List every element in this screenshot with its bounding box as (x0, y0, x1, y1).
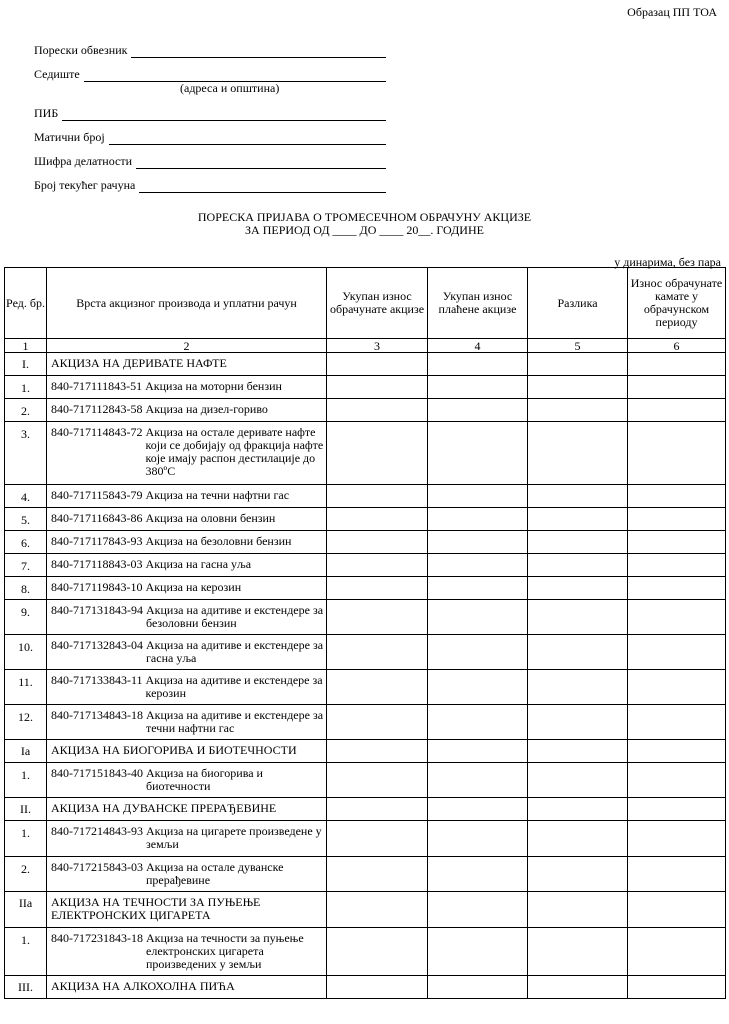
column-number: 2 (47, 339, 327, 353)
paid-excise-cell[interactable] (428, 353, 528, 376)
product-item (51, 639, 324, 665)
product-description (47, 508, 327, 531)
difference-cell[interactable] (528, 670, 628, 705)
field-bank-account-label: Број текућег рачуна (34, 178, 136, 192)
field-activity-code (34, 155, 386, 169)
paid-excise-cell[interactable] (428, 422, 528, 485)
payment-account: 840-717151843-40 (51, 766, 143, 780)
interest-cell[interactable] (628, 670, 726, 705)
paid-excise-cell[interactable] (428, 600, 528, 635)
difference-cell[interactable] (528, 857, 628, 892)
field-pib (34, 107, 386, 121)
product-item (51, 380, 324, 393)
product-description (47, 635, 327, 670)
paid-excise-cell[interactable] (428, 670, 528, 705)
payment-account: 840-717115843-79 (51, 488, 143, 502)
calculated-excise-cell[interactable] (327, 399, 428, 422)
payment-account: 840-717112843-58 (51, 402, 143, 416)
difference-cell[interactable] (528, 422, 628, 485)
row-number: I. (5, 353, 47, 376)
paid-excise-cell[interactable] (428, 976, 528, 999)
interest-cell[interactable] (628, 892, 726, 928)
interest-cell[interactable] (628, 857, 726, 892)
row-number: III. (5, 976, 47, 999)
header-interest: Износ обрачунате камате у обрачунском периоду (628, 268, 726, 339)
product-item (51, 709, 324, 735)
payment-account: 840-717116843-86 (51, 511, 143, 525)
calculated-excise-cell[interactable] (327, 422, 428, 485)
table-row (5, 554, 726, 577)
paid-excise-cell[interactable] (428, 399, 528, 422)
calculated-excise-cell[interactable] (327, 857, 428, 892)
calculated-excise-cell[interactable] (327, 376, 428, 399)
table-row (5, 928, 726, 976)
product-description (47, 399, 327, 422)
product-name: Акциза на цигарете произведене у земљи (146, 824, 322, 851)
payment-account: 840-717133843-11 (51, 673, 143, 687)
product-description (47, 670, 327, 705)
difference-cell[interactable] (528, 554, 628, 577)
difference-cell[interactable] (528, 928, 628, 976)
calculated-excise-cell[interactable] (327, 635, 428, 670)
interest-cell[interactable] (628, 353, 726, 376)
product-description (47, 422, 327, 485)
calculated-excise-cell[interactable] (327, 928, 428, 976)
row-number: 4. (5, 485, 47, 508)
row-number: 8. (5, 577, 47, 600)
product-name: Акциза на течни нафтни гас (145, 488, 290, 502)
address-note: (адреса и општина) (180, 81, 280, 95)
field-reg-number (34, 131, 386, 145)
paid-excise-cell[interactable] (428, 821, 528, 857)
calculated-excise-cell[interactable] (327, 600, 428, 635)
table-row (5, 485, 726, 508)
header-difference: Разлика (528, 268, 628, 339)
field-bank-account (34, 179, 386, 193)
column-number: 5 (528, 339, 628, 353)
calculated-excise-cell[interactable] (327, 554, 428, 577)
calculated-excise-cell[interactable] (327, 740, 428, 763)
calculated-excise-cell[interactable] (327, 763, 428, 798)
table-row (5, 763, 726, 798)
paid-excise-cell[interactable] (428, 798, 528, 821)
product-description (47, 485, 327, 508)
product-name: Акциза на дизел-гориво (145, 402, 268, 416)
row-number: 9. (5, 600, 47, 635)
product-item (51, 535, 324, 548)
header-total-calculated: Укупан износ обрачунате акцизе (327, 268, 428, 339)
section-row (5, 740, 726, 763)
payment-account: 840-717231843-18 (51, 931, 143, 945)
product-name: Акциза на остале дуванске прерађевине (146, 860, 284, 887)
paid-excise-cell[interactable] (428, 857, 528, 892)
table-row (5, 399, 726, 422)
table-row (5, 508, 726, 531)
paid-excise-cell[interactable] (428, 376, 528, 399)
table-row (5, 705, 726, 740)
table-row (5, 857, 726, 892)
difference-cell[interactable] (528, 577, 628, 600)
product-description (47, 928, 327, 976)
column-number: 3 (327, 339, 428, 353)
payment-account: 840-717114843-72 (51, 425, 143, 439)
difference-cell[interactable] (528, 531, 628, 554)
difference-cell[interactable] (528, 376, 628, 399)
payment-account: 840-717118843-03 (51, 557, 143, 571)
form-title-line2: ЗА ПЕРИОД ОД ____ ДО ____ 20__. ГОДИНЕ (245, 223, 484, 237)
interest-cell[interactable] (628, 554, 726, 577)
row-number: 2. (5, 857, 47, 892)
table-row (5, 600, 726, 635)
difference-cell[interactable] (528, 399, 628, 422)
product-description (47, 577, 327, 600)
form-code: Образац ПП ТОА (627, 5, 717, 19)
section-title: АКЦИЗА НА АЛКОХОЛНА ПИЋА (47, 976, 327, 999)
calculated-excise-cell[interactable] (327, 976, 428, 999)
interest-cell[interactable] (628, 399, 726, 422)
field-pib-line[interactable] (62, 110, 386, 121)
product-item (51, 604, 324, 630)
interest-cell[interactable] (628, 705, 726, 740)
paid-excise-cell[interactable] (428, 485, 528, 508)
interest-cell[interactable] (628, 821, 726, 857)
section-row (5, 798, 726, 821)
paid-excise-cell[interactable] (428, 763, 528, 798)
row-number: 1. (5, 376, 47, 399)
difference-cell[interactable] (528, 740, 628, 763)
product-description (47, 857, 327, 892)
field-bank-account-line[interactable] (139, 182, 386, 193)
row-number: 11. (5, 670, 47, 705)
product-description (47, 554, 327, 577)
field-reg-number-label: Матични број (34, 130, 105, 144)
product-item (51, 674, 324, 700)
section-title: АКЦИЗА НА ДУВАНСКЕ ПРЕРАЂЕВИНЕ (47, 798, 327, 821)
product-name: Акциза на течности за пуњење електронских цигарета произведених у земљи (146, 931, 304, 971)
column-numbers-row (5, 339, 726, 353)
difference-cell[interactable] (528, 976, 628, 999)
product-item (51, 861, 324, 887)
interest-cell[interactable] (628, 577, 726, 600)
product-description (47, 531, 327, 554)
field-taxpayer-line[interactable] (131, 47, 386, 58)
row-number: 1. (5, 763, 47, 798)
product-name: Акциза на безоловни бензин (145, 534, 292, 548)
row-number: 3. (5, 422, 47, 485)
section-row (5, 892, 726, 928)
paid-excise-cell[interactable] (428, 531, 528, 554)
header-total-paid: Укупан износ плаћене акцизе (428, 268, 528, 339)
payment-account: 840-717111843-51 (51, 379, 143, 393)
section-title: АКЦИЗА НА БИОГОРИВА И БИОТЕЧНОСТИ (47, 740, 327, 763)
product-name: Акциза на гасна уља (145, 557, 252, 571)
table-row (5, 821, 726, 857)
calculated-excise-cell[interactable] (327, 892, 428, 928)
calculated-excise-cell[interactable] (327, 531, 428, 554)
interest-cell[interactable] (628, 531, 726, 554)
calculated-excise-cell[interactable] (327, 485, 428, 508)
product-name: Акциза на адитиве и екстендере за течни нафтни гас (146, 708, 324, 735)
payment-account: 840-717117843-93 (51, 534, 143, 548)
product-description (47, 763, 327, 798)
calculated-excise-cell[interactable] (327, 577, 428, 600)
row-number: 7. (5, 554, 47, 577)
difference-cell[interactable] (528, 353, 628, 376)
paid-excise-cell[interactable] (428, 892, 528, 928)
row-number: 1. (5, 928, 47, 976)
column-number: 1 (5, 339, 47, 353)
table-row (5, 670, 726, 705)
difference-cell[interactable] (528, 763, 628, 798)
row-number: II. (5, 798, 47, 821)
interest-cell[interactable] (628, 976, 726, 999)
product-item (51, 558, 324, 571)
table-row (5, 422, 726, 485)
interest-cell[interactable] (628, 763, 726, 798)
product-description (47, 705, 327, 740)
field-activity-code-line[interactable] (136, 158, 386, 169)
calculated-excise-cell[interactable] (327, 821, 428, 857)
difference-cell[interactable] (528, 635, 628, 670)
table-row (5, 376, 726, 399)
difference-cell[interactable] (528, 508, 628, 531)
product-name: Акциза на оловни бензин (145, 511, 276, 525)
row-number: 10. (5, 635, 47, 670)
header-product-type: Врста акцизног производа и уплатни рачун (47, 268, 327, 339)
interest-cell[interactable] (628, 635, 726, 670)
table-row (5, 577, 726, 600)
product-name: Акциза на керозин (145, 580, 242, 594)
payment-account: 840-717215843-03 (51, 860, 143, 874)
payment-account: 840-717134843-18 (51, 708, 143, 722)
product-item (51, 825, 324, 851)
product-description (47, 376, 327, 399)
section-row (5, 353, 726, 376)
product-item (51, 932, 324, 971)
interest-cell[interactable] (628, 928, 726, 976)
interest-cell[interactable] (628, 508, 726, 531)
product-description (47, 600, 327, 635)
difference-cell[interactable] (528, 705, 628, 740)
row-number: Iа (5, 740, 47, 763)
form-title-line1: ПОРЕСКА ПРИЈАВА О ТРОМЕСЕЧНОМ ОБРАЧУНУ АКЦИЗЕ (197, 210, 532, 224)
paid-excise-cell[interactable] (428, 508, 528, 531)
excise-table (4, 267, 726, 999)
product-item (51, 581, 324, 594)
table-row (5, 531, 726, 554)
product-name: Акциза на биогорива и биотечности (146, 766, 263, 793)
difference-cell[interactable] (528, 485, 628, 508)
product-item (51, 767, 324, 793)
row-number: 1. (5, 821, 47, 857)
calculated-excise-cell[interactable] (327, 798, 428, 821)
difference-cell[interactable] (528, 821, 628, 857)
product-description (47, 821, 327, 857)
row-number: 2. (5, 399, 47, 422)
interest-cell[interactable] (628, 376, 726, 399)
currency-note: у динарима, без пара (614, 255, 721, 269)
section-row (5, 976, 726, 999)
form-title (0, 211, 729, 237)
interest-cell[interactable] (628, 798, 726, 821)
table-row (5, 635, 726, 670)
taxpayer-fields (34, 44, 386, 203)
row-number: 6. (5, 531, 47, 554)
paid-excise-cell[interactable] (428, 928, 528, 976)
paid-excise-cell[interactable] (428, 740, 528, 763)
field-seat (34, 68, 386, 82)
product-name: Акциза на адитиве и екстендере за гасна уља (146, 638, 324, 665)
field-activity-code-label: Шифра делатности (34, 154, 133, 168)
table-header-row (5, 268, 726, 339)
calculated-excise-cell[interactable] (327, 353, 428, 376)
row-number: 12. (5, 705, 47, 740)
field-taxpayer (34, 44, 386, 58)
calculated-excise-cell[interactable] (327, 670, 428, 705)
calculated-excise-cell[interactable] (327, 705, 428, 740)
field-seat-label: Седиште (34, 67, 80, 81)
column-number: 4 (428, 339, 528, 353)
column-number: 6 (628, 339, 726, 353)
product-name: Акциза на адитиве и екстендере за керозин (145, 673, 323, 700)
difference-cell[interactable] (528, 798, 628, 821)
header-row-number: Ред. бр. (5, 268, 47, 339)
difference-cell[interactable] (528, 892, 628, 928)
interest-cell[interactable] (628, 600, 726, 635)
payment-account: 840-717131843-94 (51, 603, 143, 617)
calculated-excise-cell[interactable] (327, 508, 428, 531)
paid-excise-cell[interactable] (428, 554, 528, 577)
product-item (51, 403, 324, 416)
row-number: IIа (5, 892, 47, 928)
difference-cell[interactable] (528, 600, 628, 635)
field-taxpayer-label: Порески обвезник (34, 43, 128, 57)
section-title: АКЦИЗА НА ДЕРИВАТЕ НАФТЕ (47, 353, 327, 376)
product-name: Акциза на моторни бензин (145, 379, 282, 393)
interest-cell[interactable] (628, 422, 726, 485)
paid-excise-cell[interactable] (428, 635, 528, 670)
product-item (51, 512, 324, 525)
product-name: Акциза на остале деривате нафте који се добијају од фракција нафте које имају распон дестилације до 380ºC (145, 425, 324, 478)
payment-account: 840-717132843-04 (51, 638, 143, 652)
section-title: АКЦИЗА НА ТЕЧНОСТИ ЗА ПУЊЕЊЕ ЕЛЕКТРОНСКИХ ЦИГАРЕТА (47, 892, 327, 928)
field-reg-number-line[interactable] (109, 134, 386, 145)
paid-excise-cell[interactable] (428, 705, 528, 740)
product-item (51, 489, 324, 502)
paid-excise-cell[interactable] (428, 577, 528, 600)
interest-cell[interactable] (628, 740, 726, 763)
product-item (51, 426, 324, 478)
row-number: 5. (5, 508, 47, 531)
product-name: Акциза на адитиве и екстендере за безоловни бензин (146, 603, 324, 630)
payment-account: 840-717119843-10 (51, 580, 143, 594)
interest-cell[interactable] (628, 485, 726, 508)
payment-account: 840-717214843-93 (51, 824, 143, 838)
field-pib-label: ПИБ (34, 106, 59, 120)
